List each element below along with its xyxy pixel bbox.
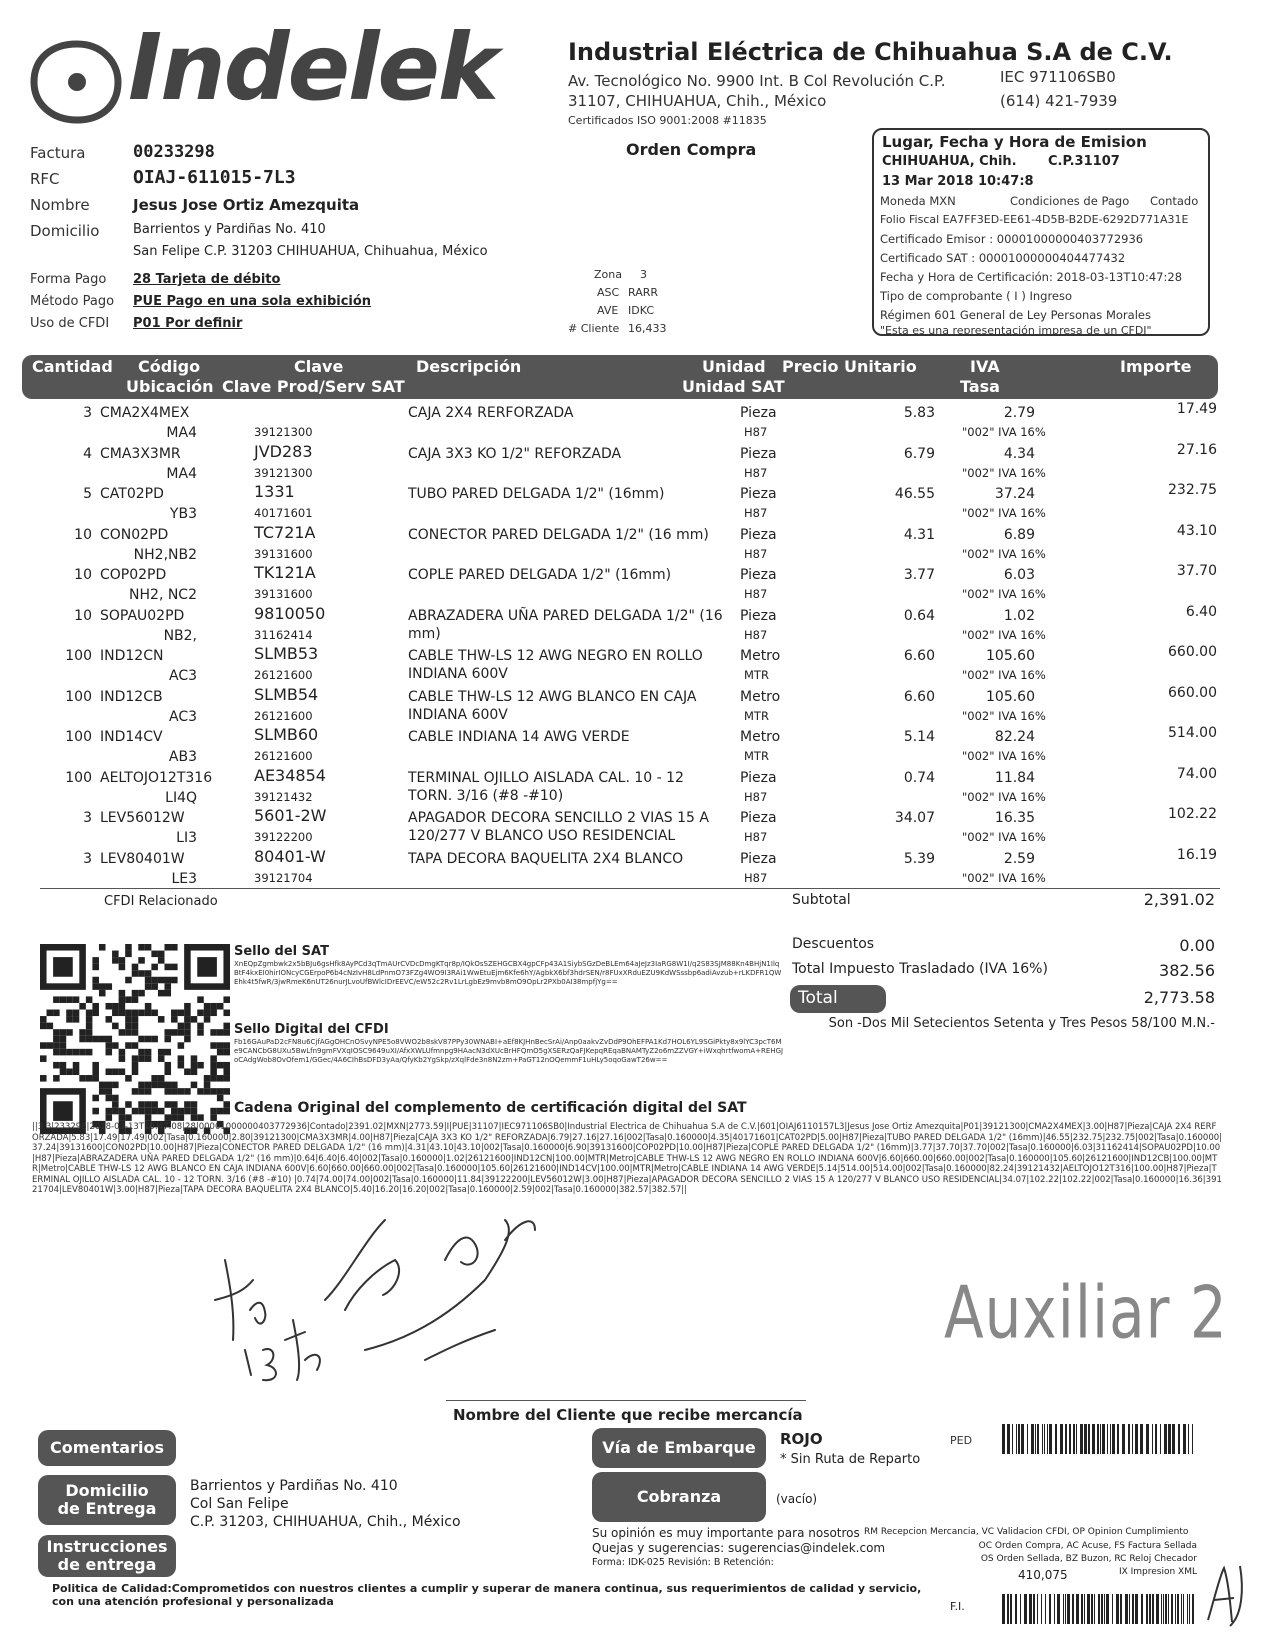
ave-label: AVE: [597, 304, 619, 317]
folio-fiscal: Folio Fiscal EA7FF3ED-EE61-4D5B-B2DE-6292D771A31E: [880, 213, 1189, 226]
item-importe: 43.10: [1176, 522, 1217, 539]
item-cantidad: 3: [83, 810, 92, 826]
uso-cfdi-label: Uso de CFDI: [30, 316, 110, 331]
rfc-emisor: IEC 971106SB0: [1000, 68, 1116, 86]
item-codigo: CON02PD: [100, 526, 169, 543]
item-unidad: Pieza: [740, 526, 777, 543]
item-clave-sat: 26121600: [254, 668, 313, 682]
asc-label: ASC: [597, 286, 620, 299]
total-letra: Son -Dos Mil Setecientos Setenta y Tres Pesos 58/100 M.N.-: [828, 1016, 1215, 1031]
item-codigo: COP02PD: [100, 567, 167, 583]
item-clave-sat: 39121300: [254, 425, 313, 439]
item-descripcion-2: INDIANA 600V: [408, 666, 508, 682]
item-ubicacion: YB3: [169, 506, 197, 522]
nombre-label: Nombre: [30, 196, 90, 214]
metodo-pago-label: Método Pago: [30, 294, 115, 309]
item-iva: 2.59: [1003, 850, 1035, 867]
comentarios-button[interactable]: Comentarios: [38, 1430, 176, 1466]
cfdi-relacionado: CFDI Relacionado: [104, 894, 218, 909]
moneda: Moneda MXN: [880, 194, 956, 208]
item-iva: 2.79: [1003, 405, 1035, 421]
subtotal-value: 2,391.02: [1143, 890, 1215, 909]
regimen: Régimen 601 General de Ley Personas Morales: [880, 308, 1151, 322]
item-iva: 37.24: [994, 486, 1035, 502]
instrucciones-line1: Instrucciones: [46, 1536, 168, 1556]
item-iva: 1.02: [1003, 607, 1035, 624]
item-tasa: "002" IVA 16%: [962, 870, 1046, 885]
condiciones-value: Contado: [1150, 194, 1199, 208]
via-embarque-ruta: * Sin Ruta de Reparto: [780, 1452, 921, 1467]
descuentos-value: 0.00: [1179, 936, 1215, 955]
item-ubicacion: NH2, NC2: [129, 587, 197, 603]
item-unidad: Pieza: [740, 810, 777, 826]
item-cantidad: 100: [65, 729, 92, 745]
item-clave: SLMB53: [254, 644, 319, 663]
item-unidad: Pieza: [740, 607, 777, 624]
item-importe: 102.22: [1168, 806, 1217, 822]
item-descripcion: ABRAZADERA UÑA PARED DELGADA 1/2" (16: [408, 607, 723, 624]
quejas-text: Quejas y sugerencias: sugerencias@indelek.com: [592, 1541, 886, 1555]
item-unidad: Metro: [740, 648, 781, 664]
item-precio: 0.74: [903, 769, 935, 786]
condiciones-label: Condiciones de Pago: [1010, 194, 1130, 208]
company-name: Industrial Eléctrica de Chihuahua S.A de C.V.: [568, 38, 1173, 66]
qr-code-icon: [40, 944, 230, 1134]
company-phone: (614) 421-7939: [1000, 92, 1118, 110]
sello-cfdi-label: Sello Digital del CFDI: [234, 1022, 389, 1037]
item-descripcion: CONECTOR PARED DELGADA 1/2" (16 mm): [408, 526, 709, 543]
forma-pago-label: Forma Pago: [30, 272, 107, 287]
item-precio: 6.60: [903, 648, 935, 664]
rfc-value: OIAJ-611015-7L3: [133, 167, 296, 188]
item-tasa: "002" IVA 16%: [962, 668, 1046, 682]
item-clave: AE34854: [254, 765, 326, 785]
cliente-value: 16,433: [628, 322, 667, 335]
item-precio: 5.39: [903, 850, 935, 867]
item-cantidad: 3: [83, 405, 92, 421]
item-descripcion: CAJA 3X3 KO 1/2" REFORZADA: [408, 445, 622, 462]
item-ubicacion: LI4Q: [165, 789, 197, 806]
item-cantidad: 5: [83, 486, 92, 502]
item-ubicacion: NH2,NB2: [133, 546, 197, 563]
asc-value: RARR: [628, 286, 659, 299]
factura-number: 00233298: [133, 142, 215, 162]
domicilio-entrega-line1: Domicilio: [65, 1480, 149, 1500]
item-unidad: Pieza: [740, 567, 777, 583]
entrega-line1: Barrientos y Pardiñas No. 410: [190, 1478, 398, 1494]
col-precio: Precio Unitario: [782, 357, 917, 376]
item-descripcion: CABLE THW-LS 12 AWG BLANCO EN CAJA: [408, 688, 697, 705]
col-codigo: Código: [138, 357, 201, 376]
auxiliar-stamp: Auxiliar 2: [944, 1270, 1228, 1355]
item-cantidad: 3: [83, 850, 92, 867]
item-unidad-sat: H87: [744, 830, 768, 844]
item-tasa: "002" IVA 16%: [962, 465, 1046, 480]
item-unidad-sat: H87: [744, 425, 768, 439]
item-cantidad: 10: [74, 567, 92, 583]
item-codigo: AELTOJO12T316: [100, 769, 213, 786]
item-clave: SLMB54: [254, 684, 319, 704]
domicilio-line1: Barrientos y Pardiñas No. 410: [133, 222, 326, 237]
sello-sat-value: XnEQpZgmbwk2x5bBJu6gsHfk8AyPCd3qTmAUrCVDcDmgKTqr8p/IQkOsSZEHGCBX4gpCFp43A1SiybSGzDeBLEm64aJeJz3IaRG8W1I/q2S83SJM88Kn4BHjN1IlqBtF4kxEI0hirIONcyCGErpoP6b4cNzIvH8LdPnmO73FZg4WO9I3RAi1WwEtuEjm6Kfe6hY/AgbkX6bf3hdrSEN/r8FUxXRduEZU9KdWSssbp6adiAvzub+rLKDFR1QWEhk4t5fwR/3jwRmeK6nUT26nurJLvoUfBWlcIDrEEVC/eW52c2Rv1LrLgbEz9mvb8mO9OpLr2PXb0AI38mpfjYg==: [234, 960, 782, 986]
item-unidad: Pieza: [740, 850, 777, 867]
item-descripcion: TUBO PARED DELGADA 1/2" (16mm): [408, 486, 665, 502]
ped-label: PED: [950, 1434, 973, 1447]
col-cantidad: Cantidad: [32, 357, 113, 376]
col-unidad: Unidad: [702, 357, 766, 376]
legend-line4: IX Impresion XML: [1118, 1567, 1197, 1577]
item-precio: 34.07: [894, 810, 935, 826]
item-importe: 660.00: [1168, 684, 1217, 701]
zona-value: 3: [640, 268, 647, 281]
item-cantidad: 100: [65, 688, 92, 705]
company-address-line1: Av. Tecnológico No. 9900 Int. B Col Revolución C.P.: [568, 72, 946, 90]
item-descripcion: CABLE INDIANA 14 AWG VERDE: [408, 729, 630, 745]
certificado-emisor: Certificado Emisor : 00001000000403772936: [880, 232, 1144, 246]
col-clave-sat: Clave Prod/Serv SAT: [222, 377, 405, 396]
cadena-label: Cadena Original del complemento de certificación digital del SAT: [234, 1100, 747, 1116]
document-type: Orden Compra: [626, 140, 757, 159]
handwritten-signature: [205, 1200, 565, 1390]
item-descripcion-2: 120/277 V BLANCO USO RESIDENCIAL: [408, 828, 676, 844]
cliente-label: # Cliente: [568, 322, 620, 335]
item-iva: 16.35: [994, 810, 1035, 826]
item-unidad: Metro: [740, 688, 781, 705]
logo-wordmark: Indelek: [128, 14, 498, 121]
total-label: Total: [790, 985, 886, 1013]
col-clave: Clave: [294, 357, 344, 376]
zona-label: Zona: [594, 268, 622, 281]
item-unidad: Pieza: [740, 405, 777, 421]
domicilio-line2: San Felipe C.P. 31203 CHIHUAHUA, Chihuahua, México: [133, 244, 488, 259]
item-unidad: Pieza: [740, 769, 777, 786]
item-descripcion: TAPA DECORA BAQUELITA 2X4 BLANCO: [408, 850, 684, 867]
certificado-sat: Certificado SAT : 00001000000404477432: [880, 251, 1126, 265]
item-iva: 105.60: [986, 688, 1035, 705]
item-descripcion-2: TORN. 3/16 (#8 -#10): [408, 787, 564, 804]
nombre-value: Jesus Jose Ortiz Amezquita: [133, 196, 360, 214]
item-cantidad: 100: [65, 769, 92, 786]
item-importe: 16.19: [1176, 846, 1217, 863]
item-unidad: Metro: [740, 729, 781, 745]
table-header: [22, 355, 1218, 399]
item-codigo: LEV80401W: [100, 850, 185, 867]
item-iva: 6.89: [1003, 526, 1035, 543]
col-descripcion: Descripción: [416, 357, 522, 376]
item-cantidad: 10: [74, 526, 92, 543]
emision-cp: C.P.31107: [1048, 154, 1120, 169]
item-codigo: IND12CN: [100, 648, 164, 664]
fecha-certificacion: Fecha y Hora de Certificación: 2018-03-13T10:47:28: [880, 270, 1183, 284]
via-embarque-value: ROJO: [780, 1430, 823, 1448]
item-descripcion-2: mm): [408, 625, 441, 642]
descuentos-label: Descuentos: [792, 936, 875, 952]
factura-label: Factura: [30, 144, 86, 162]
item-importe: 660.00: [1168, 644, 1217, 660]
item-clave-sat: 39131600: [254, 587, 313, 601]
item-descripcion: CABLE THW-LS 12 AWG NEGRO EN ROLLO: [408, 648, 703, 664]
col-tasa: Tasa: [960, 377, 1000, 396]
total-value: 2,773.58: [1143, 988, 1215, 1007]
item-descripcion: CAJA 2X4 RERFORZADA: [408, 405, 574, 421]
item-unidad-sat: H87: [744, 587, 768, 601]
item-unidad-sat: MTR: [744, 668, 769, 682]
instrucciones-entrega-button[interactable]: [38, 1535, 176, 1577]
handwritten-initials: [1200, 1560, 1250, 1630]
item-codigo: IND12CB: [100, 688, 163, 705]
item-precio: 46.55: [894, 486, 935, 502]
item-clave: 9810050: [254, 603, 326, 623]
item-clave-sat: 26121600: [254, 708, 313, 723]
item-cantidad: 4: [83, 445, 92, 462]
item-iva: 11.84: [994, 769, 1035, 786]
item-cantidad: 10: [74, 607, 92, 624]
item-unidad-sat: H87: [744, 546, 768, 561]
uso-cfdi-value: P01 Por definir: [133, 316, 243, 331]
receiver-label: Nombre del Cliente que recibe mercancía: [453, 1406, 803, 1424]
item-iva: 4.34: [1003, 445, 1035, 462]
item-clave-sat: 39121704: [254, 870, 313, 885]
politica-calidad: [52, 1582, 932, 1608]
impuesto-value: 382.56: [1159, 961, 1215, 980]
item-clave: 1331: [254, 482, 295, 501]
item-precio: 6.79: [903, 445, 935, 462]
item-unidad-sat: H87: [744, 506, 768, 520]
item-tasa: "002" IVA 16%: [962, 425, 1046, 439]
item-clave: 80401-W: [254, 846, 326, 866]
item-importe: 6.40: [1185, 603, 1217, 620]
company-address-line2: 31107, CHIHUAHUA, Chih., México: [568, 92, 827, 110]
item-importe: 17.49: [1176, 401, 1217, 417]
forma-revision: Forma: IDK-025 Revisión: B Retención:: [592, 1557, 774, 1568]
item-descripcion: COPLE PARED DELGADA 1/2" (16mm): [408, 567, 672, 583]
item-descripcion: APAGADOR DECORA SENCILLO 2 VIAS 15 A: [408, 810, 709, 826]
item-clave-sat: 26121600: [254, 749, 313, 763]
item-precio: 5.83: [903, 405, 935, 421]
legend-line1: RM Recepcion Mercancia, VC Validacion CFDI, OP Opinion Cumplimiento: [864, 1527, 1189, 1537]
item-ubicacion: AB3: [168, 749, 197, 765]
legend-line2: OC Orden Compra, AC Acuse, FS Factura Sellada: [978, 1541, 1197, 1551]
item-precio: 5.14: [903, 729, 935, 745]
item-ubicacion: AC3: [168, 668, 197, 684]
via-embarque-button[interactable]: Vía de Embarque: [592, 1428, 766, 1468]
domicilio-entrega-button[interactable]: [38, 1475, 176, 1525]
item-precio: 4.31: [903, 526, 935, 543]
item-unidad-sat: H87: [744, 789, 768, 804]
item-importe: 514.00: [1168, 725, 1217, 741]
item-ubicacion: LE3: [171, 870, 197, 887]
item-codigo: CAT02PD: [100, 486, 164, 502]
tipo-comprobante: Tipo de comprobante ( I ) Ingreso: [880, 289, 1073, 303]
item-ubicacion: MA4: [166, 465, 197, 482]
barcode-bottom-icon: [1002, 1594, 1198, 1624]
item-unidad-sat: MTR: [744, 749, 769, 763]
item-ubicacion: MA4: [166, 425, 197, 441]
item-precio: 0.64: [903, 607, 935, 624]
item-importe: 74.00: [1176, 765, 1217, 782]
logo-swirl-icon: [22, 32, 132, 127]
legend-number: 410,075: [1018, 1568, 1068, 1582]
item-clave: 5601-2W: [254, 806, 327, 825]
item-descripcion: TERMINAL OJILLO AISLADA CAL. 10 - 12: [408, 769, 684, 786]
domicilio-label: Domicilio: [30, 222, 100, 240]
instrucciones-line2: de entrega: [57, 1555, 157, 1574]
table-bottom-rule: [40, 888, 1220, 889]
item-unidad-sat: H87: [744, 870, 768, 885]
item-importe: 27.16: [1176, 441, 1217, 458]
item-importe: 37.70: [1176, 563, 1217, 579]
sello-sat-label: Sello del SAT: [234, 944, 329, 959]
item-ubicacion: NB2,: [163, 627, 197, 644]
impuesto-label: Total Impuesto Trasladado (IVA 16%): [792, 961, 1048, 977]
item-tasa: "002" IVA 16%: [962, 506, 1046, 520]
iso-certification: Certificados ISO 9001:2008 #11835: [568, 114, 767, 127]
item-clave-sat: 39122200: [254, 830, 313, 844]
fi-label: F.I.: [950, 1600, 965, 1613]
col-ubicacion: Ubicación: [126, 377, 214, 396]
item-iva: 105.60: [986, 648, 1035, 664]
item-clave-sat: 31162414: [254, 627, 313, 642]
cobranza-button[interactable]: Cobranza: [592, 1472, 766, 1522]
item-iva: 82.24: [994, 729, 1035, 745]
item-codigo: SOPAU02PD: [100, 607, 185, 624]
emision-place: CHIHUAHUA, Chih.: [882, 154, 1017, 169]
item-clave-sat: 39121300: [254, 465, 313, 480]
cobranza-value: (vacío): [776, 1492, 818, 1506]
forma-pago-value: 28 Tarjeta de débito: [133, 272, 281, 287]
emision-title: Lugar, Fecha y Hora de Emision: [882, 133, 1147, 151]
item-clave-sat: 40171601: [254, 506, 313, 520]
item-tasa: "002" IVA 16%: [962, 587, 1046, 601]
entrega-line2: Col San Felipe: [190, 1496, 289, 1512]
item-clave-sat: 39131600: [254, 546, 313, 561]
item-tasa: "002" IVA 16%: [962, 627, 1046, 642]
item-cantidad: 100: [65, 648, 92, 664]
entrega-line3: C.P. 31203, CHIHUAHUA, Chih., México: [190, 1514, 461, 1530]
item-descripcion-2: INDIANA 600V: [408, 706, 508, 723]
item-unidad-sat: H87: [744, 465, 768, 480]
item-unidad-sat: H87: [744, 627, 768, 642]
representacion-impresa: "Esta es una representación impresa de un CFDI": [880, 324, 1152, 337]
metodo-pago-value: PUE Pago en una sola exhibición: [133, 294, 372, 309]
item-importe: 232.75: [1168, 482, 1217, 498]
emision-datetime: 13 Mar 2018 10:47:8: [882, 174, 1034, 189]
item-clave: JVD283: [254, 441, 313, 461]
item-clave: TC721A: [254, 522, 316, 542]
col-importe: Importe: [1120, 357, 1192, 376]
col-iva: IVA: [970, 357, 1000, 376]
item-codigo: CMA3X3MR: [100, 445, 181, 462]
item-codigo: LEV56012W: [100, 810, 185, 826]
item-precio: 3.77: [903, 567, 935, 583]
item-tasa: "002" IVA 16%: [962, 749, 1046, 763]
politica-label: Politica de Calidad:: [52, 1582, 172, 1595]
item-tasa: "002" IVA 16%: [962, 789, 1046, 804]
domicilio-entrega-line2: de Entrega: [57, 1499, 157, 1518]
item-clave: TK121A: [254, 563, 316, 582]
politica-text: Comprometidos con nuestros clientes a cumplir y superar de manera continua, sus requerimientos de calidad y servicio, con una atención profesional y personalizada: [52, 1582, 922, 1608]
item-codigo: CMA2X4MEX: [100, 405, 190, 421]
item-ubicacion: AC3: [168, 708, 197, 725]
opinion-text: Su opinión es muy importante para nosotros: [592, 1526, 860, 1540]
item-unidad: Pieza: [740, 445, 777, 462]
sello-cfdi-value: Fb16GAuPaD2cFN8u6CjfAGgOHCnOSvyNPE5o8VWO2b8skV87PPy30WNABI+aEf8KJHnBecSrAi/Anp0aakvZvDdP9OhEFPA1Kd7HOL6YL9SGiPkty8x9lYC3pcT6Me9CANCbG8UXu5BwLfn9gmFVXqIOSC9649uXI/AfxXWLUfmnpg9HAacN3dXUcBrHFQmO5gXSERzQaFJKepqREqaBNAMTyZ2o6mZZVGY+iWxqhrtfwomA+REHGJoCAdgWob8OvOfem1/GGec/4A6CIhBsDFD3yAa/QfyKb2YgSkp/zXqlFde3n8N2zm+PaGT12nOQemmF1uHLy5oqoGawT26w==: [234, 1038, 784, 1064]
barcode-top-icon: [1002, 1424, 1198, 1454]
item-clave-sat: 39121432: [254, 789, 313, 804]
item-ubicacion: LI3: [176, 830, 197, 846]
item-tasa: "002" IVA 16%: [962, 708, 1046, 723]
rfc-label: RFC: [30, 170, 60, 188]
item-tasa: "002" IVA 16%: [962, 546, 1046, 561]
item-precio: 6.60: [903, 688, 935, 705]
item-tasa: "002" IVA 16%: [962, 830, 1046, 844]
item-unidad: Pieza: [740, 486, 777, 502]
item-unidad-sat: MTR: [744, 708, 769, 723]
col-unidad-sat: Unidad SAT: [682, 377, 785, 396]
subtotal-label: Subtotal: [792, 892, 851, 908]
legend-line3: OS Orden Sellada, BZ Buzon, RC Reloj Checador: [980, 1554, 1197, 1564]
item-clave: SLMB60: [254, 725, 319, 744]
receiver-signature-line: [446, 1400, 806, 1401]
cadena-original: ||3.3|233298|2018-03-13T10:47:08|28|00001000000403772936|Contado|2391.02|MXN|2773.59|I|PUE|31107|IEC971106SB0|Industrial Electrica de Chihuahua S.A de C.V.|601|OIAJ6110157L3|Jesus Jose Ortiz Amezquita|P01|39121300|CMA2X4MEX|3.00|H87|Pieza|CAJA 2X4 RERFORZADA|5.83|17.49|17.49|002|Tasa|0.160000|2.80|39121300|CMA3X3MR|4.00|H87|Pieza|CAJA 3X3 KO 1/2" REFORZADA|6.79|27.16|27.16|002|Tasa|0.160000|4.35|40171601|CAT02PD|5.00|H87|Pieza|TUBO PARED DELGADA 1/2" (16mm)|46.55|232.75|232.75|002|Tasa|0.160000|37.24|39131600|CON02PD|10.00|H87|Pieza|CONECTOR PARED DELGADA 1/2" (16 mm)|4.31|43.10|43.10|002|Tasa|0.160000|6.90|39131600|COP02PD|10.00|H87|Pieza|COPLE PARED DELGADA 1/2" (16mm)|3.77|37.70|37.70|002|Tasa|0.160000|6.03|31162414|SOPAU02PD|10.00|H87|Pieza|ABRAZADERA UÑA PARED DELGADA 1/2" (16 mm)|0.64|6.40|6.40|002|Tasa|0.160000|1.02|26121600|IND12CN|100.00|MTR|Metro|CABLE THW-LS 12 AWG NEGRO EN ROLLO INDIANA 600V|6.60|660.00|660.00|002|Tasa|0.160000|105.60|26121600|IND12CB|100.00|MTR|Metro|CABLE THW-LS 12 AWG BLANCO EN CAJA INDIANA 600V|6.60|660.00|660.00|002|Tasa|0.160000|105.60|26121600|IND14CV|100.00|MTR|Metro|CABLE INDIANA 14 AWG VERDE|5.14|514.00|514.00|002|Tasa|0.160000|82.24|39121432|AELTOJO12T316|100.00|H87|Pieza|TERMINAL OJILLO AISLADA CAL. 10 - 12 TORN. 3/16 (#8 -#10) |0.74|74.00|74.00|002|Tasa|0.160000|11.84|39122200|LEV56012W|3.00|H87|Pieza|APAGADOR DECORA SENCILLO 2 VIAS 15 A 120/277 V BLANCO USO RESIDENCIAL|34.07|102.22|102.22|002|Tasa|0.160000|16.36|39121704|LEV80401W|3.00|H87|Pieza|TAPA DECORA BAQUELITA 2X4 BLANCO|5.40|16.20|16.20|002|Tasa|0.160000|2.59|002|Tasa|0.160000|382.57|382.57||: [32, 1122, 1222, 1195]
ave-value: IDKC: [628, 304, 655, 317]
item-codigo: IND14CV: [100, 729, 163, 745]
item-iva: 6.03: [1003, 567, 1035, 583]
